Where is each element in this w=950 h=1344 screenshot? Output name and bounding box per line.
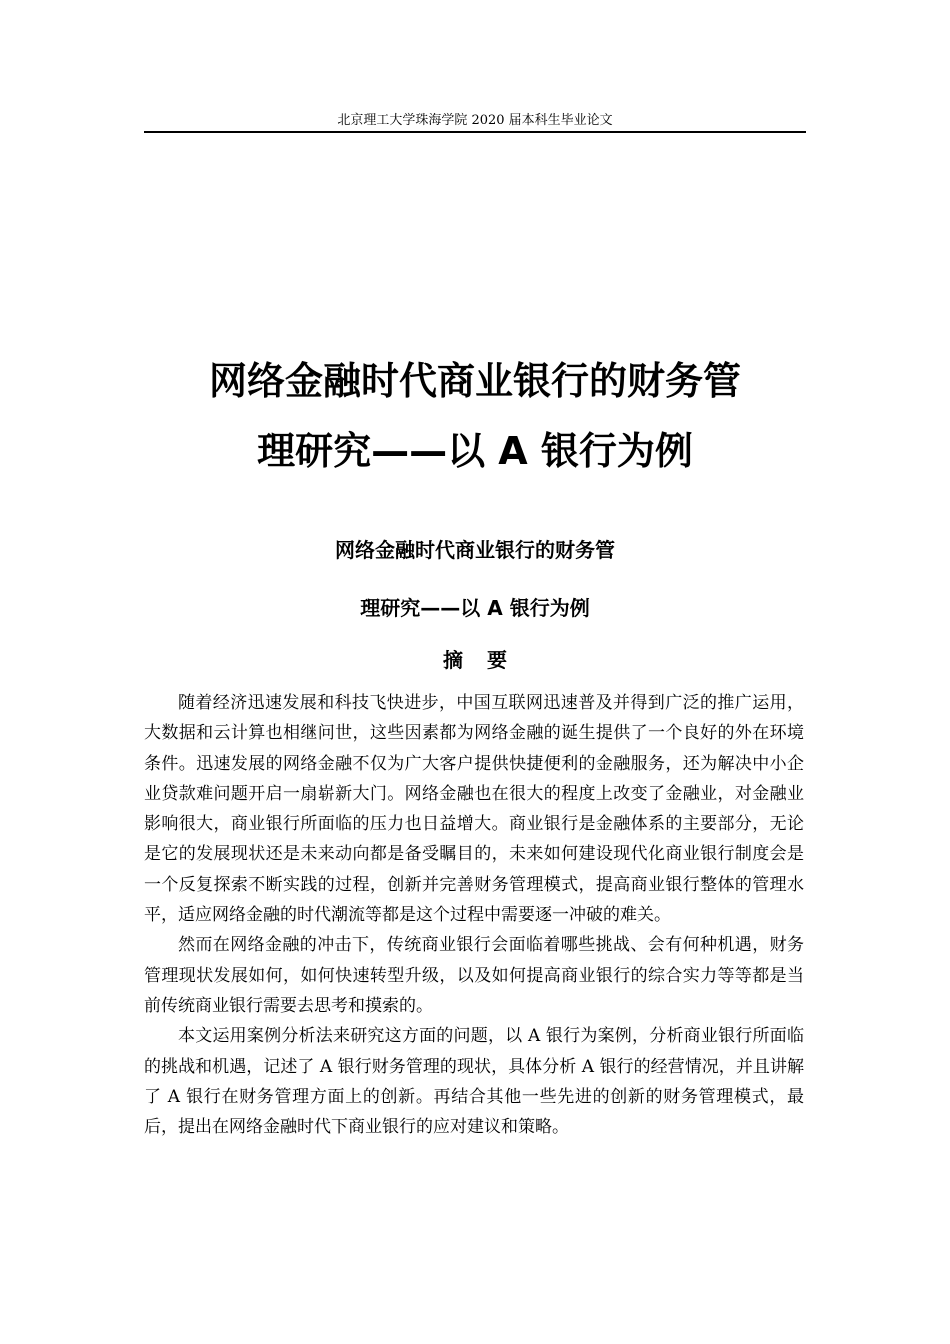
thesis-title-line-1: 网络金融时代商业银行的财务管 <box>208 359 741 403</box>
abstract-paragraph-2: 然而在网络金融的冲击下，传统商业银行会面临着哪些挑战、会有何种机遇，财务管理现状发展如何，如何快速转型升级，以及如何提高商业银行的综合实力等等都是当前传统商业银行需要去思考和摸索的。 <box>144 935 804 1016</box>
abstract-heading: 摘要 <box>443 648 531 672</box>
abstract-title-line-2: 理研究——以 A 银行为例 <box>360 596 590 620</box>
thesis-title <box>120 346 830 486</box>
abstract-body <box>144 688 804 1142</box>
abstract-paragraph-1: 随着经济迅速发展和科技飞快进步，中国互联网迅速普及并得到广泛的推广运用，大数据和云计算也相继问世，这些因素都为网络金融的诞生提供了一个良好的外在环境条件。迅速发展的网络金融不仅为广大客户提供快捷便利的金融服务，还为解决中小企业贷款难问题开启一扇崭新大门。网络金融也在很大的程度上改变了金融业，对金融业影响很大，商业银行所面临的压力也日益增大。商业银行是金融体系的主要部分，无论是它的发展现状还是未来动向都是备受瞩目的，未来如何建设现代化商业银行制度会是一个反复探索不断实践的过程，创新并完善财务管理模式，提高商业银行整体的管理水平，适应网络金融的时代潮流等都是这个过程中需要逐一冲破的难关。 <box>144 693 804 926</box>
running-header: 北京理工大学珠海学院 2020 届本科生毕业论文 <box>337 113 613 128</box>
abstract-title <box>144 532 806 648</box>
abstract-paragraph-3: 本文运用案例分析法来研究这方面的问题，以 A 银行为案例，分析商业银行所面临的挑战和机遇，记述了 A 银行财务管理的现状，具体分析 A 银行的经营情况，并且讲解了 A 银行在财务管理方面上的创新。再结合其他一些先进的创新的财务管理模式，最后，提出在网络金融时代下商业银行的应对建议和策略。 <box>144 1026 804 1138</box>
abstract-title-line-1: 网络金融时代商业银行的财务管 <box>335 538 615 562</box>
thesis-title-line-2: 理研究——以 A 银行为例 <box>257 429 693 473</box>
header-rule <box>144 131 806 133</box>
